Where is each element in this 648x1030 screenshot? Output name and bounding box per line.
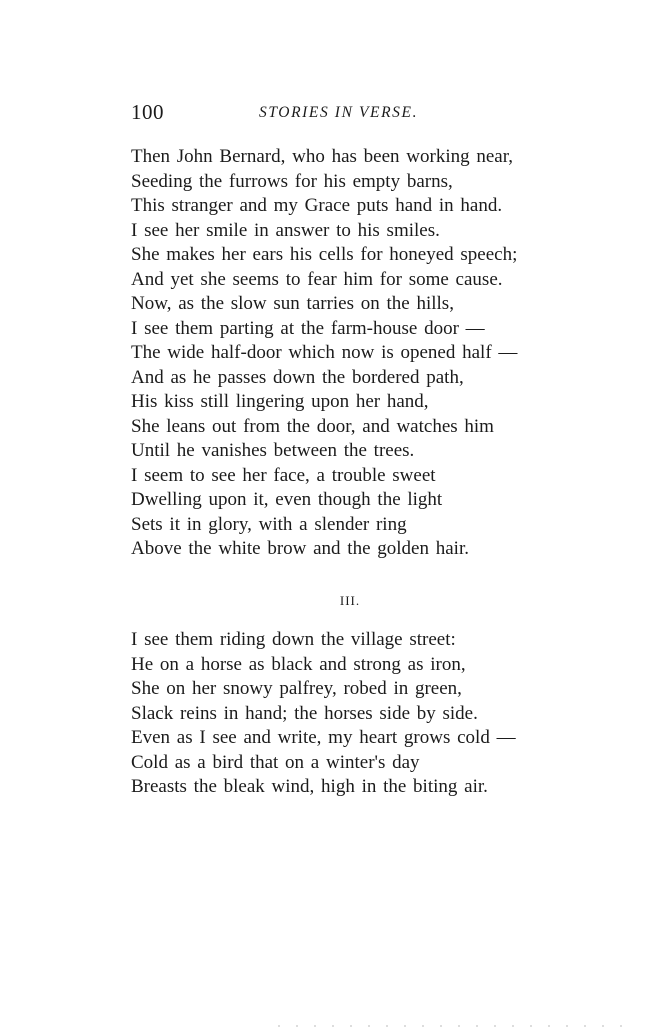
verse-line: Even as I see and write, my heart grows cold —: [131, 727, 516, 748]
verse-line: Dwelling upon it, even though the light: [131, 489, 443, 510]
verse-line: She makes her ears his cells for honeyed speech;: [131, 244, 518, 265]
page-number: 100: [131, 100, 164, 124]
verse-line: She leans out from the door, and watches him: [131, 415, 494, 437]
verse-line: And yet she seems to fear him for some cause.: [131, 268, 503, 290]
verse-line: I seem to see her face, a trouble sweet: [131, 464, 436, 486]
verse-line: Then John Bernard, who has been working near,: [131, 146, 514, 167]
verse-line: The wide half-door which now is opened half —: [131, 342, 518, 363]
verse-line: He on a horse as black and strong as iron,: [131, 653, 466, 675]
verse-line: I see her smile in answer to his smiles.: [131, 219, 440, 241]
verse-line: Until he vanishes between the trees.: [131, 440, 415, 461]
section-numeral: III.: [339, 593, 361, 608]
verse-line: Slack reins in hand; the horses side by side.: [131, 702, 478, 724]
stanza-1: [131, 145, 571, 562]
verse-line: This stranger and my Grace puts hand in hand.: [131, 195, 503, 216]
stanza-2: [131, 628, 571, 800]
verse-line: Breasts the bleak wind, high in the biting air.: [131, 776, 488, 797]
verse-line: I see them riding down the village street:: [131, 629, 456, 650]
verse-line: And as he passes down the bordered path,: [131, 366, 464, 388]
verse-line: Cold as a bird that on a winter's day: [131, 751, 420, 773]
verse-line: Sets it in glory, with a slender ring: [131, 513, 407, 535]
scan-specks: [270, 1024, 630, 1028]
running-head: [131, 100, 561, 126]
running-title: STORIES IN VERSE.: [259, 104, 419, 121]
verse-line: She on her snowy palfrey, robed in green,: [131, 678, 462, 699]
verse-line: I see them parting at the farm-house door —: [131, 317, 485, 339]
verse-line: Seeding the furrows for his empty barns,: [131, 170, 453, 192]
verse-line: His kiss still lingering upon her hand,: [131, 391, 429, 412]
verse-line: Now, as the slow sun tarries on the hills,: [131, 293, 454, 314]
verse-line: Above the white brow and the golden hair.: [131, 538, 469, 559]
